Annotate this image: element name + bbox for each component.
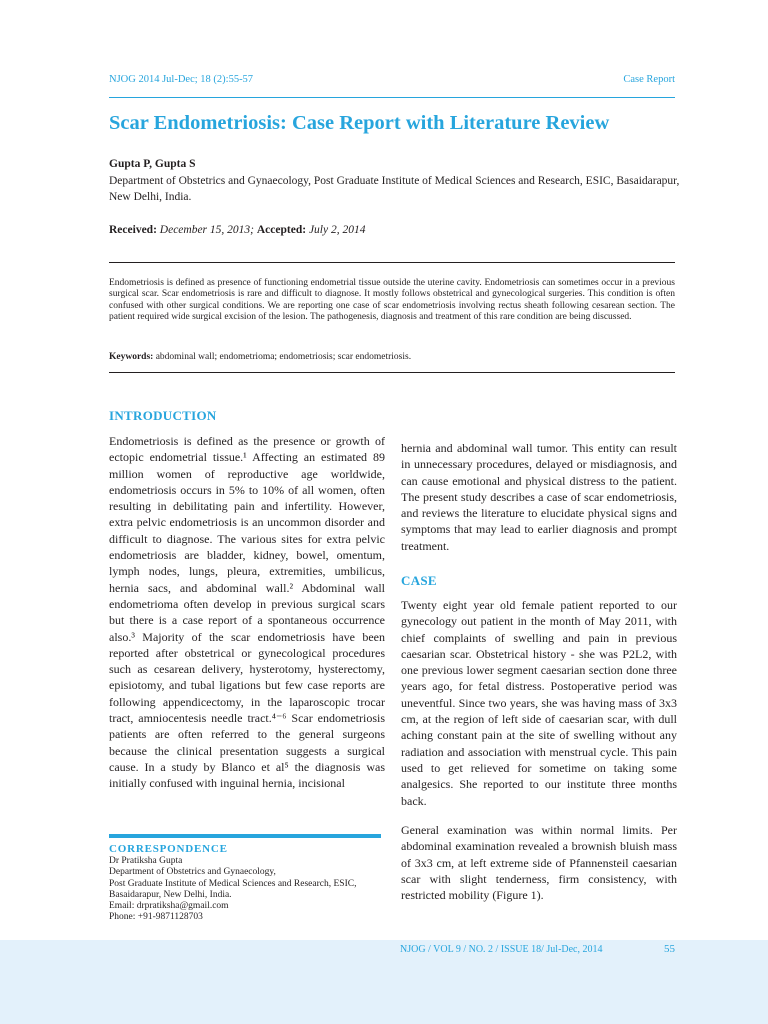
received-date: December 15, 2013; [159,224,254,236]
footer-journal-issue: NJOG / VOL 9 / NO. 2 / ISSUE 18/ Jul-Dec, 2014 [400,944,603,955]
correspondence-institute: Post Graduate Institute of Medical Sciences and Research, ESIC, [109,878,357,889]
introduction-continuation: hernia and abdominal wall tumor. This entity can result in unnecessary procedures, delayed or misdiagnosis, and can cause emotional and physical distress to the patient. The present study describes a case of scar endometriosis, and reviews the literature to elucidate physical signs and symptoms that may lead to earlier diagnosis and prompt treatment. [401,441,677,553]
author-affiliation: Department of Obstetrics and Gynaecology, Post Graduate Institute of Medical Sciences and Research, ESIC, Basaidarapur, New Delhi, India. [109,175,680,203]
abstract: Endometriosis is defined as presence of functioning endometrial tissue outside the uterine cavity. Endometriosis can sometimes occur in a previous surgical scar. Scar endometriosis is rare and difficult to diagnose. It mostly follows obstetrical and gynecological surgeries. This condition is often confused with other surgical conditions. We are reporting one case of scar endometriosis involving rectus sheath following cesarean section. The patient required wide surgical excision of the lesion. The pathogenesis, diagnosis and treatment of this rare condition are being discussed. [109,278,675,323]
accepted-date: July 2, 2014 [308,224,366,236]
page-number: 55 [664,943,675,955]
article-dates [109,224,365,236]
accepted-label: Accepted: [256,224,307,236]
keywords-text: abdominal wall; endometrioma; endometriosis; scar endometriosis. [155,352,412,362]
article-type: Case Report [623,74,675,85]
abstract-bottom-rule [109,372,675,373]
case-paragraph-1: Twenty eight year old female patient reported to our gynecology out patient in the month of May 2011, with chief complaints of swelling and pain in previous caesarian scar. Obstetrical history - she was P2L2, with one previous lower segment caesarian section done three years ago, for fetal distress. Postoperative period was uneventful. Since two years, she was having mass of 3x3 cm, at the region of left side of caesarian scar, with dull aching constant pain at the site of swelling without any radiation and association with menstrual cycle. This pain used to get relieved for sometime on taking some analgesics. She reported to our institute three months back. [401,598,677,808]
correspondence-name: Dr Pratiksha Gupta [109,856,183,866]
correspondence-bar [109,834,381,838]
correspondence-department: Department of Obstetrics and Gynaecology, [109,867,276,878]
footer-band [0,940,768,1024]
correspondence-heading: CORRESPONDENCE [109,843,228,855]
article-title: Scar Endometriosis: Case Report with Literature Review [109,112,610,134]
received-label: Received: [109,224,157,236]
header-divider [109,97,675,98]
author-list: Gupta P, Gupta S [109,158,196,170]
running-header [109,74,675,88]
keywords-label: Keywords: [109,352,154,362]
correspondence-phone: Phone: +91-9871128703 [109,912,203,923]
case-paragraph-2: General examination was within normal limits. Per abdominal examination revealed a brownish bluish mass of 3x3 cm, at left extreme side of Pfannensteil caesarian scar with slight tenderness, firm consistency, with restricted mobility (Figure 1). [401,823,677,903]
correspondence-details [109,856,399,924]
journal-citation: NJOG 2014 Jul-Dec; 18 (2):55-57 [109,74,254,85]
correspondence-location: Basaidarapur, New Delhi, India. [109,889,232,900]
introduction-heading: INTRODUCTION [109,408,217,423]
keywords [109,352,675,362]
abstract-top-rule [109,262,675,263]
case-heading: CASE [401,573,437,588]
correspondence-email: Email: drpratiksha@gmail.com [109,901,229,912]
introduction-text: Endometriosis is defined as the presence or growth of ectopic endometrial tissue.¹ Affecting an estimated 89 million women of reproductive age worldwide, endometriosis occurs in 5% to 10% of all women, often resulting in debilitating pain and infertility. However, extra pelvic endometriosis is an uncommon disorder and difficult to diagnose. The various sites for extra pelvic endometriosis are bladder, kidney, bowel, omentum, lymph nodes, lungs, pleura, extremities, umbilicus, hernia sacs, and abdominal wall.² Abdominal wall endometrioma often develop in previous surgical scars but there is a case report of a spontaneous occurrence also.³ Majority of the scar endometriosis have been reported after obstetrical or gynecological procedures such as cesarean delivery, hysterotomy, hysterectomy, episiotomy, and tubal ligations but few case reports are following appendicectomy, in the laparoscopic trocar tract, amniocentesis needle tract.⁴⁻⁶ Scar endometriosis patients are often referred to the general surgeons because the clinical presentation suggests a surgical cause. In a study by Blanco et al⁵ the diagnosis was initially confused with inguinal hernia, incisional [109,434,385,791]
